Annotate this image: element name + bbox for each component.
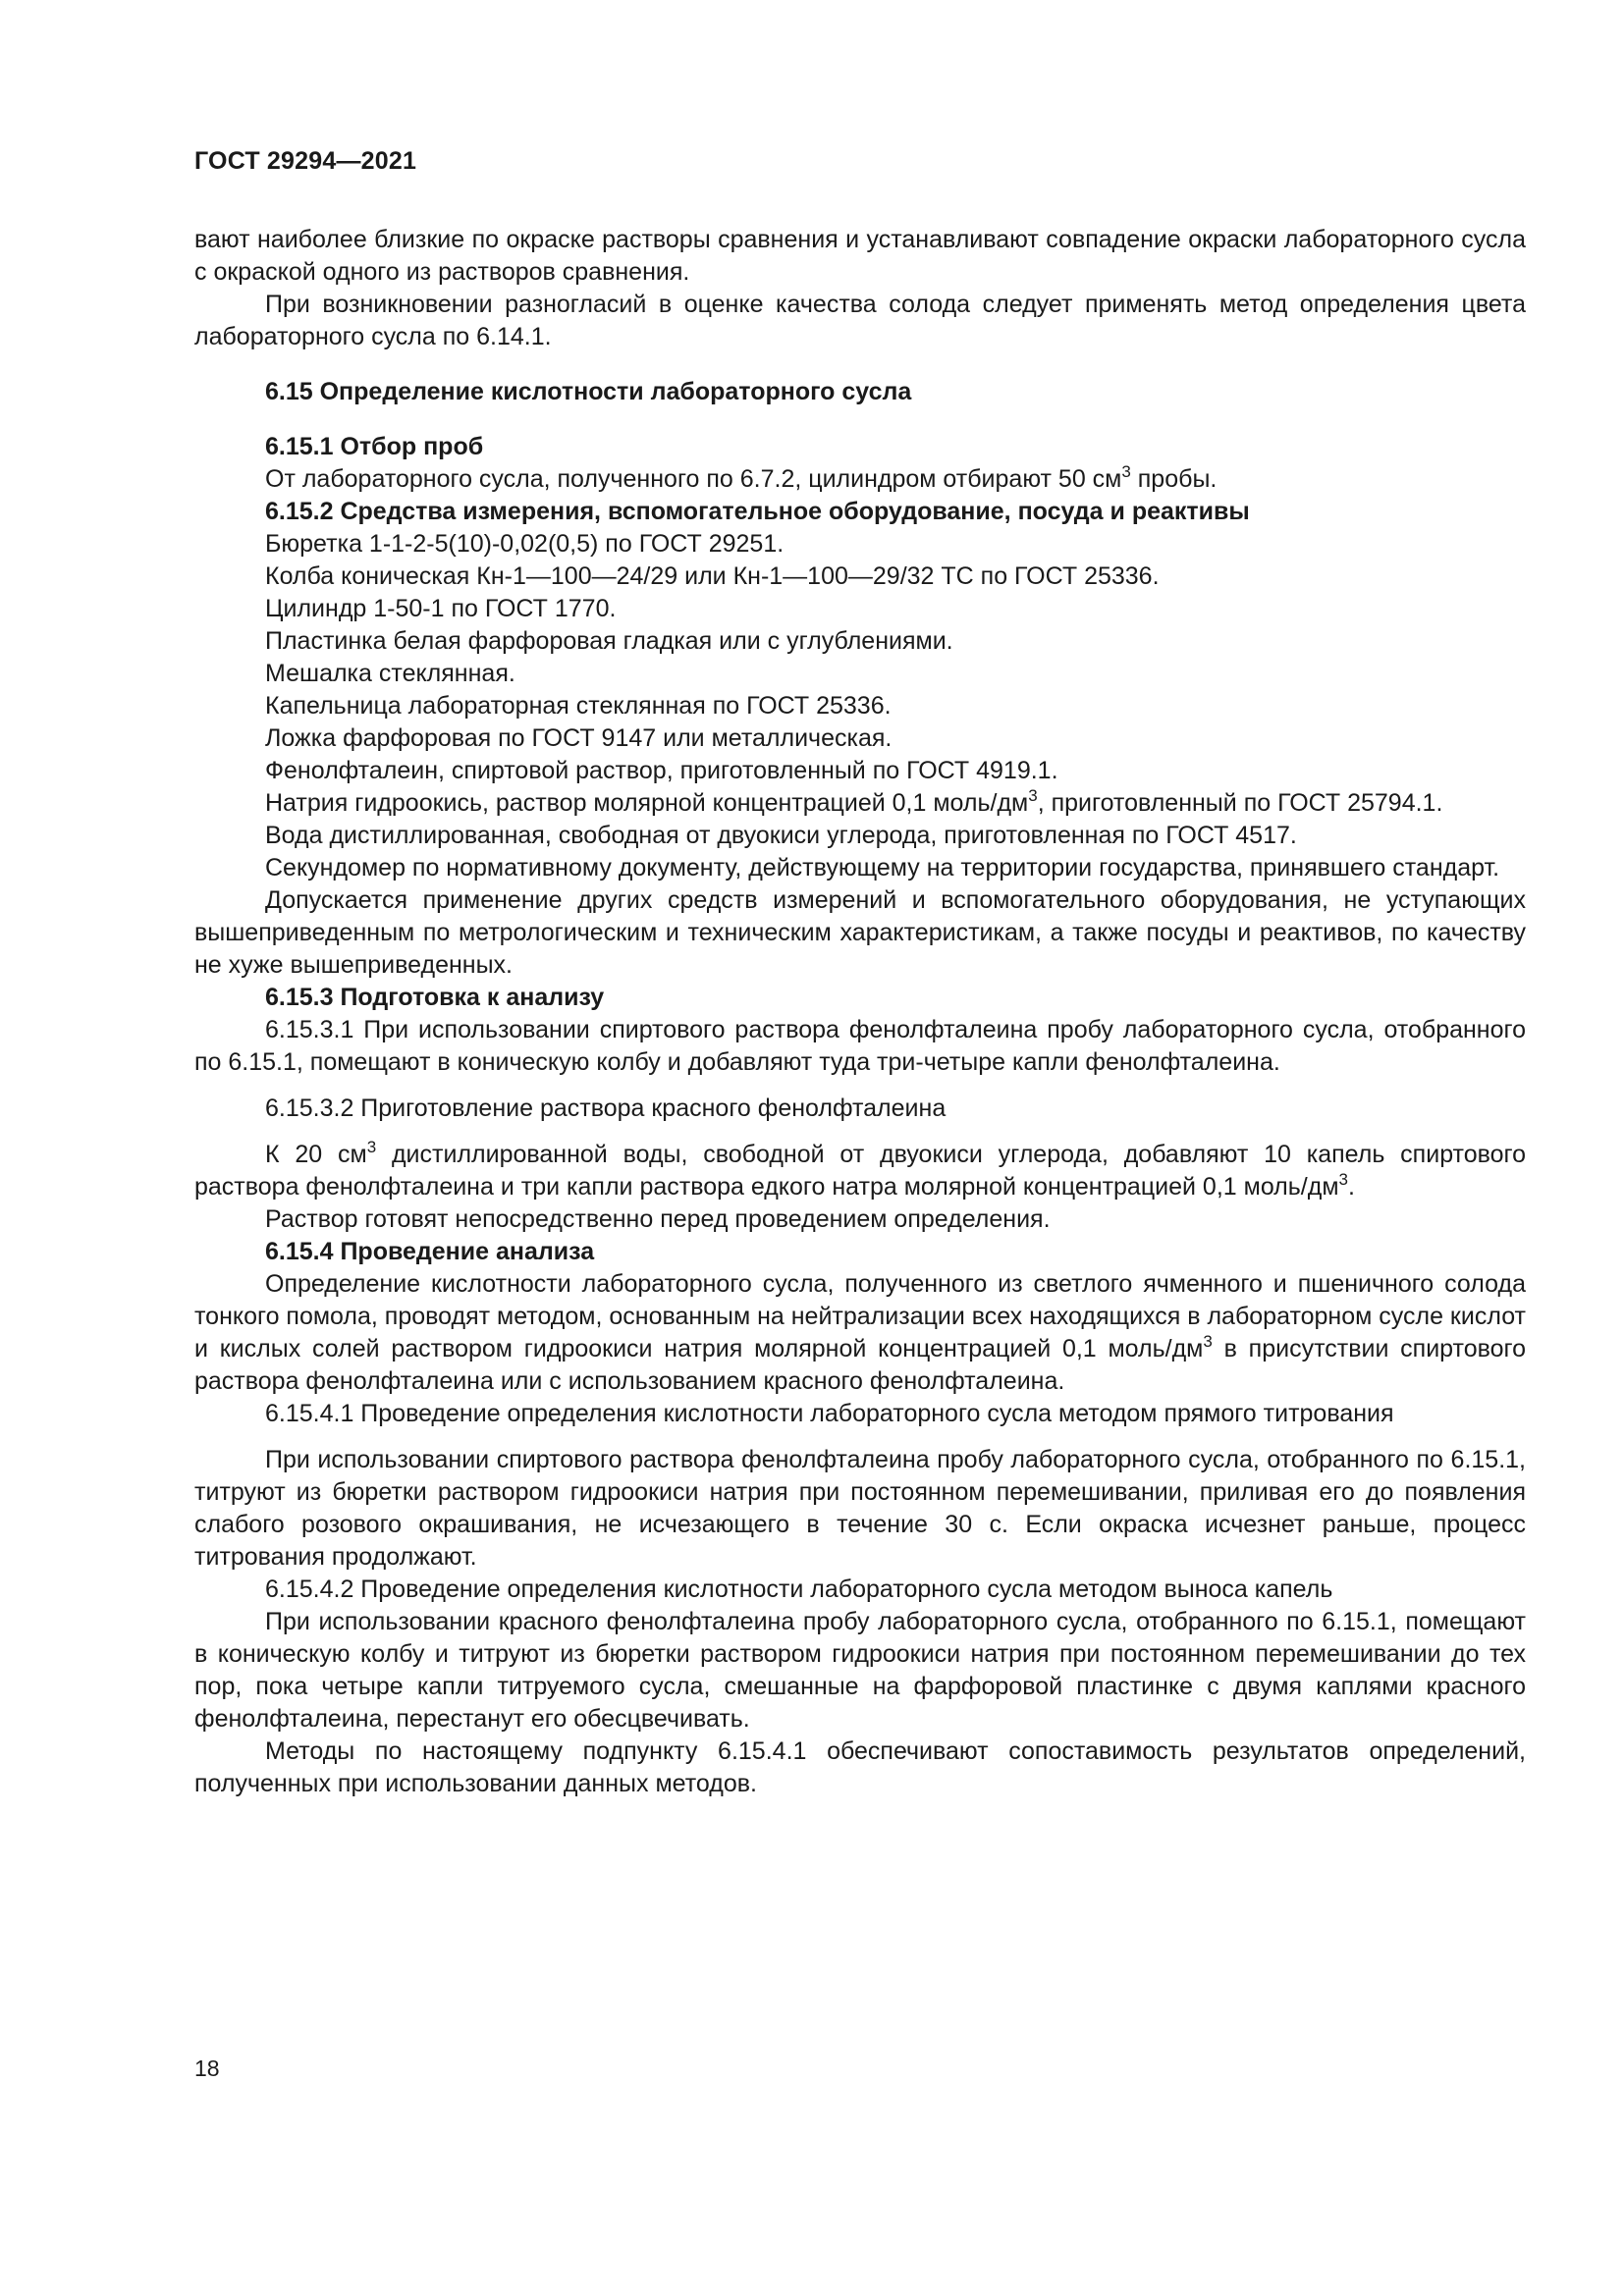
list-item: Натрия гидроокись, раствор молярной концентрацией 0,1 моль/$дм^3$, приготовленный по ГОСТ 25794.1.	[265, 786, 1443, 817]
list-item: Мешалка стеклянная.	[265, 660, 515, 687]
section-heading-6-15: 6.15 Определение кислотности лабораторного сусла	[265, 378, 912, 405]
paragraph: При возникновении разногласий в оценке качества солода следует применять метод определения цвета лабораторного сусла по 6.14.1.	[194, 291, 1526, 350]
subsection-heading-6-15-1: 6.15.1 Отбор проб	[265, 433, 484, 460]
list-item: Вода дистиллированная, свободная от двуокиси углерода, приготовленная по ГОСТ 4517.	[265, 822, 1297, 849]
paragraph: К 20 $см^3$ дистиллированной воды, свободной от двуокиси углерода, добавляют 10 капель спиртового раствора фенолфталеина и три капли раствора едкого натра молярной концентрацией 0,1 моль/$дм^3$.	[194, 1138, 1526, 1201]
paragraph: Допускается применение других средств измерений и вспомогательного оборудования, не уступающих вышеприведенным по метрологическим и техническим характеристикам, а также посуды и реактивов, по качеству не хуже вышеприведенных.	[194, 886, 1526, 979]
list-item: Бюретка 1-1-2-5(10)-0,02(0,5) по ГОСТ 29251.	[265, 530, 785, 558]
paragraph: Раствор готовят непосредственно перед проведением определения.	[265, 1205, 1051, 1233]
subsection-heading-6-15-2: 6.15.2 Средства измерения, вспомогательное оборудование, посуда и реактивы	[265, 498, 1250, 525]
paragraph: 6.15.3.1 При использовании спиртового раствора фенолфталеина пробу лабораторного сусла, отобранного по 6.15.1, помещают в коническую колбу и добавляют туда три-четыре капли фенолфталеина.	[194, 1016, 1526, 1076]
paragraph: От лабораторного сусла, полученного по 6.7.2, цилиндром отбирают 50 $см^3$ пробы.	[265, 462, 1218, 493]
list-item: Пластинка белая фарфоровая гладкая или с углублениями.	[265, 627, 953, 655]
list-item: Секундомер по нормативному документу, действующему на территории государства, принявшего стандарт.	[265, 854, 1500, 881]
paragraph: При использовании спиртового раствора фенолфталеина пробу лабораторного сусла, отобранного по 6.15.1, титруют из бюретки раствором гидроокиси натрия при постоянном перемешивании, приливая его до появления слабого розового окрашивания, не исчезающего в течение 30 с. Если окраска исчезнет раньше, процесс титрования продолжают.	[194, 1446, 1526, 1571]
paragraph: 6.15.4.1 Проведение определения кислотности лабораторного сусла методом прямого титрования	[265, 1400, 1394, 1427]
subsection-heading-6-15-3: 6.15.3 Подготовка к анализу	[265, 984, 605, 1011]
paragraph: Определение кислотности лабораторного сусла, полученного из светлого ячменного и пшеничного солода тонкого помола, проводят методом, основанным на нейтрализации всех находящихся в лабораторном сусле кислот и кислых солей раствором гидроокиси натрия молярной концентрацией 0,1 моль/$дм^3$ в присутствии спиртового раствора фенолфталеина или с использованием красного фенолфталеина.	[194, 1270, 1526, 1395]
list-item: Ложка фарфоровая по ГОСТ 9147 или металлическая.	[265, 724, 893, 752]
paragraph: 6.15.4.2 Проведение определения кислотности лабораторного сусла методом выноса капель	[265, 1575, 1333, 1603]
subsection-heading-6-15-4: 6.15.4 Проведение анализа	[265, 1238, 595, 1265]
document-header: ГОСТ 29294—2021	[194, 147, 417, 175]
list-item: Фенолфталеин, спиртовой раствор, приготовленный по ГОСТ 4919.1.	[265, 757, 1058, 784]
page-number: 18	[194, 2056, 220, 2081]
list-item: Колба коническая Кн-1—100—24/29 или Кн-1—100—29/32 ТС по ГОСТ 25336.	[265, 562, 1160, 590]
list-item: Капельница лабораторная стеклянная по ГОСТ 25336.	[265, 692, 892, 720]
paragraph: вают наиболее близкие по окраске растворы сравнения и устанавливают совпадение окраски лабораторного сусла с окраской одного из растворов сравнения.	[194, 226, 1526, 286]
list-item: Цилиндр 1-50-1 по ГОСТ 1770.	[265, 595, 617, 622]
paragraph: При использовании красного фенолфталеина пробу лабораторного сусла, отобранного по 6.15.1, помещают в коническую колбу и титруют из бюретки раствором гидроокиси натрия при постоянном перемешивании до тех пор, пока четыре капли титруемого сусла, смешанные на фарфоровой пластинке с двумя каплями красного фенолфталеина, перестанут его обесцвечивать.	[194, 1608, 1526, 1733]
document-body	[194, 224, 1526, 1800]
paragraph: 6.15.3.2 Приготовление раствора красного фенолфталеина	[265, 1095, 947, 1122]
paragraph: Методы по настоящему подпункту 6.15.4.1 обеспечивают сопоставимость результатов определений, полученных при использовании данных методов.	[194, 1737, 1526, 1797]
